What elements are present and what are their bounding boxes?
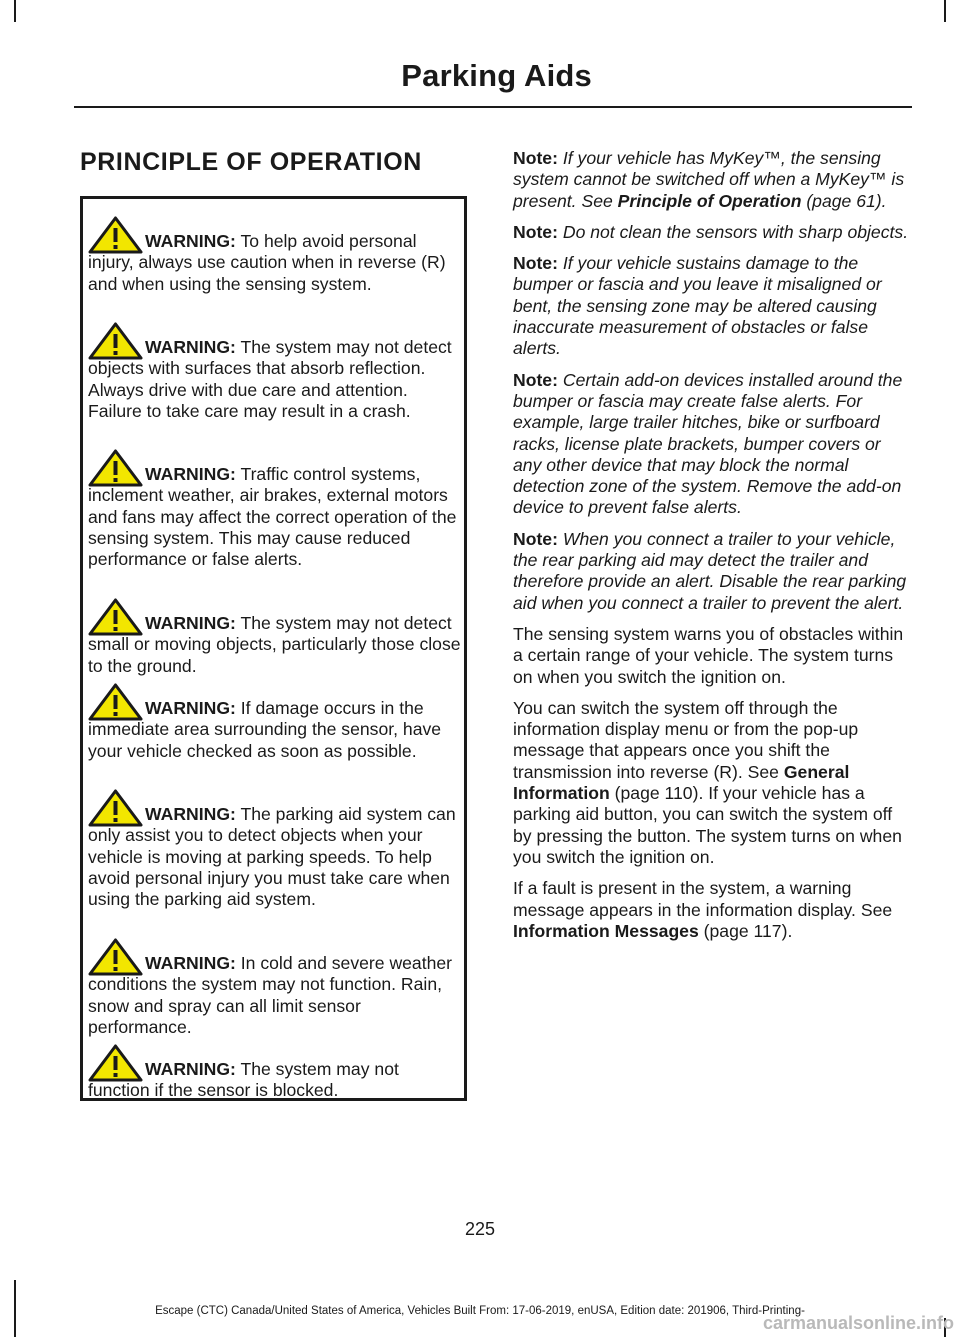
note-text: Do not clean the sensors with sharp objects.	[562, 221, 909, 242]
warning-label: WARNING:	[145, 231, 236, 251]
warning-triangle-icon	[88, 216, 143, 254]
warning-label: WARNING:	[145, 1059, 236, 1079]
warning-text: The system may not function if the sensor is blocked.	[88, 1059, 399, 1101]
warning-item	[88, 698, 465, 762]
warning-text: Traffic control systems, inclement weather, air brakes, external motors and fans may affect the correct operation of the sensing system. This may cause reduced performance or false alerts.	[88, 464, 457, 570]
note-paragraph	[513, 253, 909, 359]
note-paragraph	[513, 370, 909, 519]
note-label: Note:	[513, 148, 558, 168]
warning-text: In cold and severe weather conditions the system may not function. Rain, snow and spray can all limit sensor performance.	[88, 953, 453, 1037]
warning-label: WARNING:	[145, 804, 236, 824]
body-paragraph	[513, 878, 909, 942]
warning-text: To help avoid personal injury, always use caution when in reverse (R) and when using the sensing system.	[88, 231, 446, 294]
warning-triangle-icon	[88, 449, 143, 487]
body-text: (page 117).	[703, 920, 793, 941]
watermark: carmanualsonline.info	[762, 1313, 954, 1333]
warning-item	[88, 804, 465, 910]
warning-triangle-icon	[88, 683, 143, 721]
crop-mark-top-left	[14, 0, 16, 22]
note-label: Note:	[513, 253, 558, 274]
note-text: If your vehicle sustains damage to the bumper or fascia and you leave it misaligned or bent, the sensing zone may be altered causing inaccurate measurement of obstacles or false alerts.	[513, 253, 882, 359]
note-label: Note:	[513, 369, 558, 390]
page-header-title: Parking Aids	[401, 58, 592, 93]
warning-text: The parking aid system can only assist you to detect objects when your vehicle is moving at parking speeds. To help avoid personal injury you must take care when using the parking aid system.	[88, 804, 456, 910]
header-rule	[74, 106, 912, 108]
warning-label: WARNING:	[145, 613, 236, 633]
section-heading: PRINCIPLE OF OPERATION	[80, 148, 422, 176]
warning-item	[88, 464, 465, 570]
body-paragraph	[513, 698, 909, 868]
warning-triangle-icon	[88, 322, 143, 360]
cross-reference-link[interactable]: Principle of Operation	[617, 190, 802, 211]
body-text: You can switch the system off through the information display menu or from the pop-up message that appears once you shift the transmission into reverse (R). See	[513, 697, 859, 782]
warning-text: The system may not detect objects with surfaces that absorb reflection. Always drive with due care and attention. Failure to take care may result in a crash.	[88, 337, 452, 421]
note-paragraph	[513, 222, 909, 243]
note-label: Note:	[513, 528, 558, 549]
body-text: If a fault is present in the system, a warning message appears in the information display. See	[513, 878, 893, 920]
warning-text: The system may not detect small or moving objects, particularly those close to the ground.	[88, 613, 461, 676]
warning-item	[88, 337, 465, 422]
cross-reference-link[interactable]: Information Messages	[513, 920, 699, 941]
note-paragraph	[513, 148, 909, 212]
warning-label: WARNING:	[145, 953, 236, 973]
page-reference: (page 61).	[806, 190, 887, 211]
warning-item	[88, 231, 465, 295]
warning-item	[88, 1059, 465, 1102]
cross-reference-link[interactable]: General Information	[513, 761, 850, 804]
warnings-box	[80, 196, 467, 1101]
warning-item	[88, 613, 465, 677]
warning-label: WARNING:	[145, 464, 236, 484]
note-text: Certain add-on devices installed around the bumper or fascia may create false alerts. For example, large trailer hitches, bike or surfboard racks, license plate brackets, bumper covers or any other device that may block the normal detection zone of the system. Remove the add-on device to prevent false alerts.	[513, 369, 903, 518]
right-column	[513, 148, 909, 952]
note-text: When you connect a trailer to your vehicle, the rear parking aid may detect the trailer and therefore provide an alert. Disable the rear parking aid when you connect a trailer to prevent the alert.	[513, 528, 907, 613]
warning-label: WARNING:	[145, 698, 236, 718]
warning-label: WARNING:	[145, 337, 236, 357]
footer-edition-info: Escape (CTC) Canada/United States of America, Vehicles Built From: 17-06-2019, enUSA, Edition date: 201906, Third-Printing-	[155, 1305, 805, 1317]
warning-triangle-icon	[88, 789, 143, 827]
crop-mark-top-right	[944, 0, 946, 22]
note-text: If your vehicle has MyKey™, the sensing system cannot be switched off when a MyKey™ is present. See	[513, 148, 905, 211]
body-paragraph: The sensing system warns you of obstacles within a certain range of your vehicle. The system turns on when you switch the ignition on.	[513, 623, 904, 687]
warning-item	[88, 953, 465, 1038]
note-label: Note:	[513, 221, 558, 242]
note-paragraph	[513, 529, 909, 614]
warning-triangle-icon	[88, 598, 143, 636]
warning-text: If damage occurs in the immediate area surrounding the sensor, have your vehicle checked as soon as possible.	[88, 698, 442, 761]
warning-triangle-icon	[88, 1044, 143, 1082]
page-number: 225	[464, 1219, 496, 1239]
warning-triangle-icon	[88, 938, 143, 976]
body-text: (page 110). If your vehicle has a parking aid button, you can switch the system off by pressing the button. The system turns on when you switch the ignition on.	[513, 783, 902, 867]
